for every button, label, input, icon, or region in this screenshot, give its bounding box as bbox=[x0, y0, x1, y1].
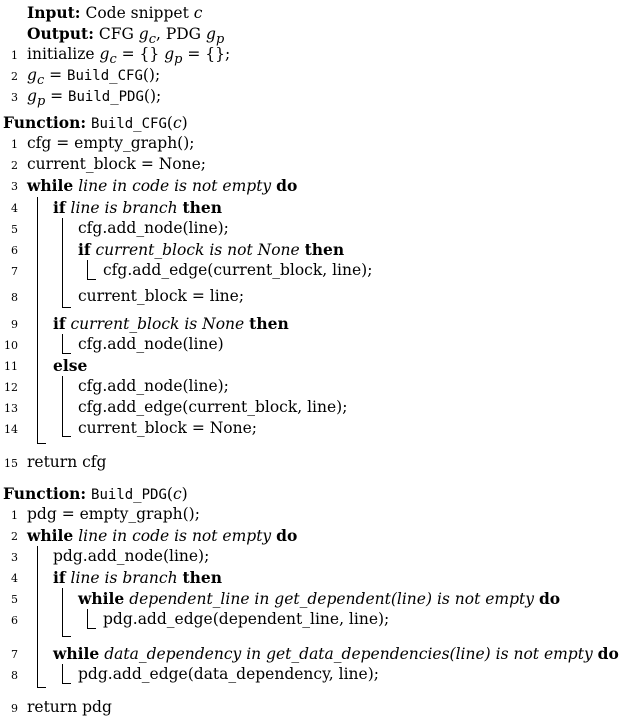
output-sub-c: c bbox=[148, 32, 156, 48]
cfg-line-4-cond: line is branch bbox=[70, 199, 178, 217]
main-line-3-eq: = bbox=[45, 87, 69, 105]
output-sub-p: p bbox=[215, 32, 225, 48]
line-number: 11 bbox=[4, 360, 18, 373]
output-sep: , PDG bbox=[155, 25, 202, 43]
line-number: 8 bbox=[11, 291, 18, 304]
line-number: 5 bbox=[11, 223, 18, 236]
cfg-line-11-kw-else: else bbox=[53, 356, 88, 375]
output-var-gc: g bbox=[138, 25, 149, 43]
cfg-if-not-none-block-bar bbox=[87, 260, 96, 280]
line-number: 10 bbox=[4, 339, 18, 352]
line-number: 2 bbox=[11, 70, 18, 83]
main-line-1-var-gc: g bbox=[99, 45, 110, 63]
line-number: 4 bbox=[11, 202, 18, 215]
main-line-3-var: g bbox=[27, 87, 37, 105]
cfg-line-4-kw-if: if bbox=[53, 198, 66, 217]
cfg-line-9-kw-then: then bbox=[249, 314, 289, 333]
pdg-function-name: Build_PDG bbox=[91, 487, 167, 503]
cfg-while-block-bar bbox=[37, 197, 46, 444]
pdg-line-7-cond: data_dependency in get_data_dependencies(line) is not empty bbox=[104, 645, 593, 663]
line-number: 2 bbox=[11, 530, 18, 543]
pdg-line-6-text: pdg.add_edge(dependent_line, line); bbox=[103, 610, 390, 628]
cfg-line-2-text: current_block = None; bbox=[27, 155, 207, 173]
pdg-function-keyword: Function: bbox=[3, 484, 87, 503]
main-line-1-mid: = {} bbox=[116, 45, 165, 63]
main-line-2-tail: (); bbox=[142, 66, 161, 84]
pdg-function-paren-close: ) bbox=[181, 485, 188, 503]
line-number: 3 bbox=[11, 551, 18, 564]
line-number: 1 bbox=[11, 509, 18, 522]
pdg-function-arg: c bbox=[172, 485, 182, 503]
main-line-1-var-gp: g bbox=[164, 45, 175, 63]
cfg-line-10-text: cfg.add_node(line) bbox=[78, 335, 224, 353]
pdg-line-7-kw-do: do bbox=[597, 644, 619, 663]
cfg-line-14-text: current_block = None; bbox=[78, 419, 258, 437]
cfg-else-block-bar bbox=[62, 376, 71, 437]
pdg-line-4-kw-then: then bbox=[182, 568, 223, 587]
cfg-if-none-block-bar bbox=[62, 334, 71, 354]
line-number: 7 bbox=[11, 648, 18, 661]
output-text-cfg: CFG bbox=[98, 25, 134, 43]
cfg-line-1-text: cfg = empty_graph(); bbox=[27, 134, 195, 152]
pdg-data-while-block-bar bbox=[62, 664, 71, 684]
pdg-line-5-kw-while: while bbox=[78, 589, 125, 608]
line-number: 6 bbox=[11, 614, 18, 627]
main-line-2-call: Build_CFG bbox=[67, 68, 143, 84]
cfg-if-branch-block-bar bbox=[62, 218, 71, 308]
pdg-line-2-kw-while: while bbox=[27, 526, 74, 545]
line-number: 1 bbox=[11, 138, 18, 151]
cfg-function-paren-open: ( bbox=[166, 114, 173, 132]
input-keyword: Input: bbox=[27, 3, 81, 22]
main-line-1-sub-p: p bbox=[174, 52, 183, 68]
cfg-line-13-text: cfg.add_edge(current_block, line); bbox=[78, 398, 348, 416]
main-line-2-var: g bbox=[27, 66, 37, 84]
main-line-2-sub: c bbox=[36, 73, 45, 89]
cfg-function-keyword: Function: bbox=[3, 113, 87, 132]
main-line-1-sub-c: c bbox=[109, 52, 117, 68]
line-number: 9 bbox=[11, 702, 18, 715]
cfg-line-6-kw-then: then bbox=[304, 240, 345, 259]
pdg-line-5-cond: dependent_line in get_dependent(line) is not empty bbox=[129, 590, 535, 608]
pdg-line-2-cond: line in code is not empty bbox=[78, 527, 272, 545]
line-number: 2 bbox=[11, 159, 18, 172]
pdg-function-paren-open: ( bbox=[166, 485, 173, 503]
main-line-1-pre: initialize bbox=[27, 45, 100, 63]
cfg-function-arg: c bbox=[172, 114, 182, 132]
pdg-line-4-cond: line is branch bbox=[70, 569, 178, 587]
line-number: 13 bbox=[4, 402, 18, 415]
pdg-while-block-bar bbox=[37, 546, 46, 688]
output-keyword: Output: bbox=[27, 24, 94, 43]
cfg-line-9-kw-if: if bbox=[53, 314, 66, 333]
input-text: Code snippet bbox=[85, 4, 189, 22]
pdg-if-branch-block-bar bbox=[62, 588, 71, 637]
cfg-line-12-text: cfg.add_node(line); bbox=[78, 377, 229, 395]
input-variable: c bbox=[193, 4, 203, 22]
pdg-line-5-kw-do: do bbox=[538, 589, 561, 608]
cfg-function-name: Build_CFG bbox=[91, 116, 167, 132]
line-number: 12 bbox=[4, 381, 18, 394]
cfg-line-6-kw-if: if bbox=[78, 240, 91, 259]
pdg-inner-while-block-bar bbox=[87, 609, 96, 629]
output-var-gp: g bbox=[206, 25, 216, 43]
main-line-3-sub: p bbox=[36, 94, 46, 110]
line-number: 3 bbox=[11, 180, 18, 193]
line-number: 5 bbox=[11, 593, 18, 606]
pdg-line-1-text: pdg = empty_graph(); bbox=[27, 505, 200, 523]
pdg-line-3-text: pdg.add_node(line); bbox=[53, 547, 210, 565]
line-number: 14 bbox=[4, 423, 18, 436]
cfg-line-5-text: cfg.add_node(line); bbox=[78, 219, 229, 237]
pdg-line-4-kw-if: if bbox=[53, 568, 66, 587]
line-number: 7 bbox=[11, 265, 18, 278]
cfg-line-8-text: current_block = line; bbox=[78, 287, 245, 305]
cfg-line-3-kw-while: while bbox=[27, 176, 74, 195]
pdg-line-7-kw-while: while bbox=[53, 644, 100, 663]
line-number: 4 bbox=[11, 572, 18, 585]
main-line-3-call: Build_PDG bbox=[68, 89, 144, 105]
pdg-line-2-kw-do: do bbox=[276, 526, 298, 545]
line-number: 6 bbox=[11, 244, 18, 257]
main-line-1-post: = {}; bbox=[182, 45, 231, 63]
line-number: 3 bbox=[11, 91, 18, 104]
pdg-line-9-text: return pdg bbox=[27, 698, 112, 716]
cfg-function-paren-close: ) bbox=[181, 114, 188, 132]
cfg-line-7-text: cfg.add_edge(current_block, line); bbox=[103, 261, 373, 279]
line-number: 15 bbox=[4, 457, 18, 470]
line-number: 8 bbox=[11, 669, 18, 682]
line-number: 9 bbox=[11, 318, 18, 331]
cfg-line-3-cond: line in code is not empty bbox=[78, 177, 272, 195]
cfg-line-3-kw-do: do bbox=[276, 176, 298, 195]
cfg-line-6-cond: current_block is not None bbox=[95, 241, 300, 259]
main-line-2-eq: = bbox=[44, 66, 68, 84]
cfg-line-4-kw-then: then bbox=[182, 198, 223, 217]
main-line-3-tail: (); bbox=[143, 87, 162, 105]
cfg-line-15-text: return cfg bbox=[27, 453, 107, 471]
cfg-line-9-cond: current_block is None bbox=[70, 315, 245, 333]
line-number: 1 bbox=[11, 49, 18, 62]
pdg-line-8-text: pdg.add_edge(data_dependency, line); bbox=[78, 665, 379, 683]
